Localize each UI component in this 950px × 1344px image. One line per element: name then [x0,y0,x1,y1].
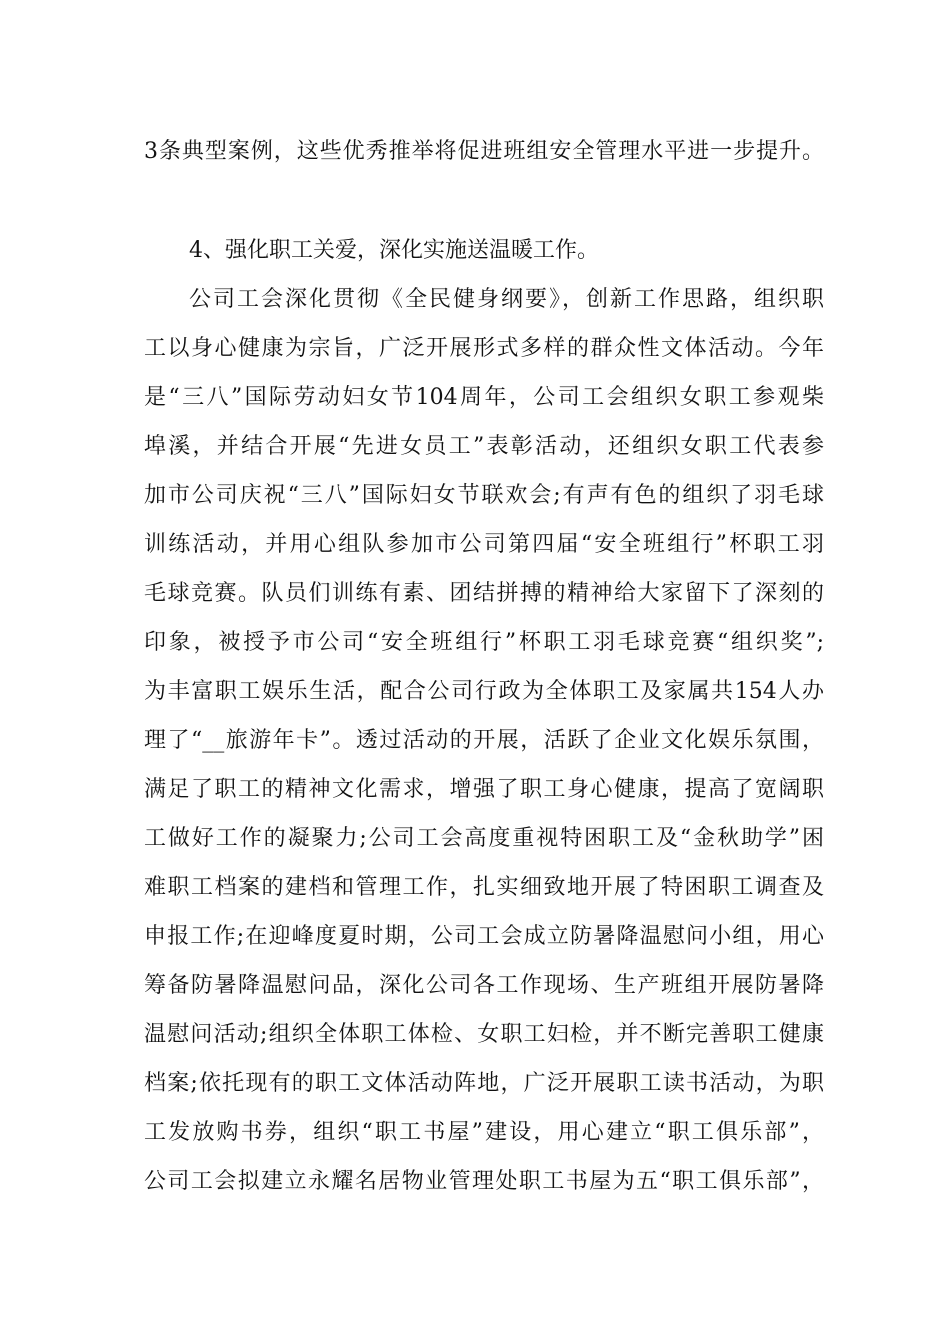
paragraph-line: 工做好工作的凝聚力;公司工会高度重视特困职工及“金秋助学”困 [144,826,824,851]
paragraph-line: 训练活动，并用心组队参加市公司第四届“安全班组行”杯职工羽 [144,532,824,557]
paragraph-line: 工发放购书券，组织“职工书屋”建设，用心建立“职工俱乐部”， [144,1120,824,1145]
continuation-line: 3条典型案例，这些优秀推举将促进班组安全管理水平进一步提升。 [144,139,824,164]
paragraph-line: 埠溪，并结合开展“先进女员工”表彰活动，还组织女职工代表参 [144,434,824,459]
paragraph-line: 公司工会深化贯彻《全民健身纲要》，创新工作思路，组织职 [189,287,824,312]
paragraph-line: 温慰问活动;组织全体职工体检、女职工妇检，并不断完善职工健康 [144,1022,824,1047]
paragraph-line: 为丰富职工娱乐生活，配合公司行政为全体职工及家属共154人办 [144,679,824,704]
paragraph-line: 档案;依托现有的职工文体活动阵地，广泛开展职工读书活动，为职 [144,1071,824,1096]
paragraph-line: 理了“__旅游年卡”。透过活动的开展，活跃了企业文化娱乐氛围， [144,728,824,753]
paragraph-line: 满足了职工的精神文化需求，增强了职工身心健康，提高了宽阔职 [144,777,824,802]
paragraph-line: 工以身心健康为宗旨，广泛开展形式多样的群众性文体活动。今年 [144,336,824,361]
paragraph-line: 筹备防暑降温慰问品，深化公司各工作现场、生产班组开展防暑降 [144,973,824,998]
paragraph-line: 公司工会拟建立永耀名居物业管理处职工书屋为五“职工俱乐部”， [144,1169,824,1194]
paragraph-line: 是“三八”国际劳动妇女节104周年，公司工会组织女职工参观柴 [144,385,824,410]
section-heading: 4、强化职工关爱，深化实施送温暖工作。 [189,238,599,263]
paragraph-line: 印象，被授予市公司“安全班组行”杯职工羽毛球竞赛“组织奖”; [144,630,824,655]
paragraph-line: 加市公司庆祝“三八”国际妇女节联欢会;有声有色的组织了羽毛球 [144,483,824,508]
paragraph-line: 难职工档案的建档和管理工作，扎实细致地开展了特困职工调查及 [144,875,824,900]
paragraph-line: 申报工作;在迎峰度夏时期，公司工会成立防暑降温慰问小组，用心 [144,924,824,949]
paragraph-line: 毛球竞赛。队员们训练有素、团结拼搏的精神给大家留下了深刻的 [144,581,824,606]
